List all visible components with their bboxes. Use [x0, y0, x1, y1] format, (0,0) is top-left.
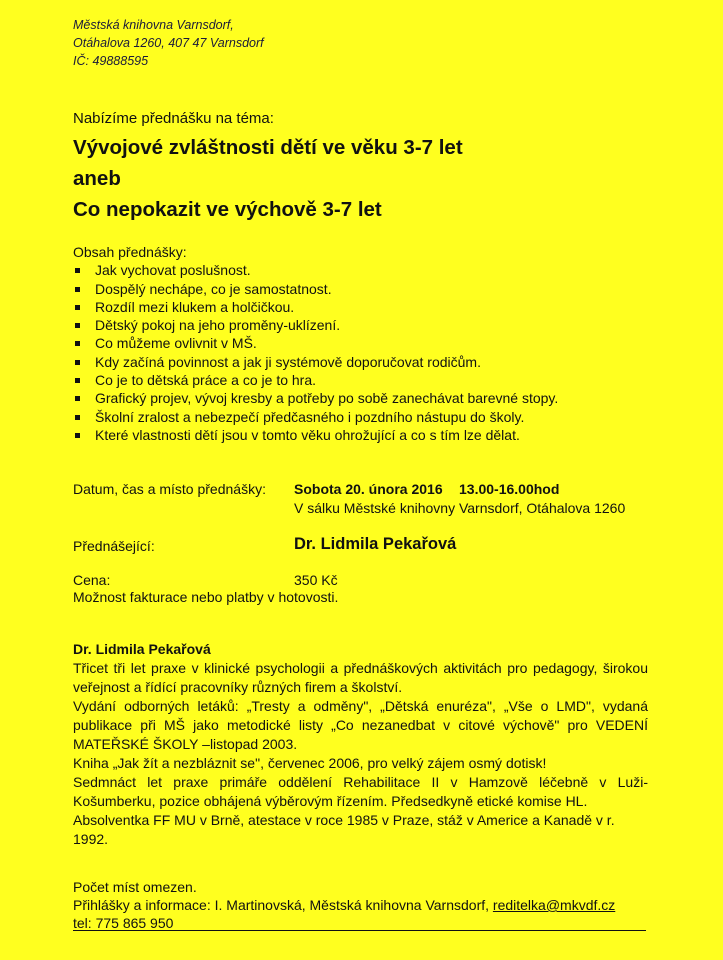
registration-line	[73, 896, 615, 914]
datetime-label: Datum, čas a místo přednášky:	[73, 481, 266, 497]
title-line-2: aneb	[73, 167, 121, 190]
bio-paragraph: Vydání odborných letáků: „Tresty a odměny", „Dětská enuréza", „Vše o LMD", vydaná publikace při MŠ jako metodické listy „Co nezanedbat v citové výchově" pro VEDENÍ MATEŘSKÉ ŠKOLY –listopad 2003.	[73, 698, 648, 752]
list-item: Grafický projev, vývoj kresby a potřeby po sobě zanechávat barevné stopy.	[73, 389, 558, 407]
limited-seats-note: Počet míst omezen.	[73, 879, 197, 895]
lecture-venue: V sálku Městské knihovny Varnsdorf, Otáhalova 1260	[294, 500, 626, 516]
library-address: Otáhalova 1260, 407 47 Varnsdorf	[73, 36, 264, 50]
bio-paragraph: Absolventka FF MU v Brně, atestace v roce 1985 v Praze, stáž v Americe a Kanadě v r. 1992.	[73, 812, 615, 847]
list-item: Dětský pokoj na jeho proměny-uklízení.	[73, 316, 558, 334]
bio-paragraph: Kniha „Jak žít a nezbláznit se", červenec 2006, pro velký zájem osmý dotisk!	[73, 755, 547, 771]
lecture-title	[73, 132, 463, 225]
list-item: Které vlastnosti dětí jsou v tomto věku ohrožující a co s tím lze dělat.	[73, 426, 558, 444]
bottom-divider	[73, 930, 646, 931]
intro-text: Nabízíme přednášku na téma:	[73, 110, 274, 127]
library-header	[73, 16, 264, 70]
list-item: Co je to dětská práce a co je to hra.	[73, 371, 558, 389]
title-line-1: Vývojové zvláštnosti dětí ve věku 3-7 let	[73, 136, 463, 159]
contents-heading: Obsah přednášky:	[73, 244, 187, 260]
title-line-3: Co nepokazit ve výchově 3-7 let	[73, 198, 382, 221]
price-label: Cena:	[73, 572, 111, 588]
list-item: Co můžeme ovlivnit v MŠ.	[73, 334, 558, 352]
lecture-time: 13.00-16.00hod	[459, 481, 560, 497]
list-item: Školní zralost a nebezpečí předčasného i pozdního nástupu do školy.	[73, 408, 558, 426]
lecture-date: Sobota 20. února 2016	[294, 481, 443, 497]
library-name: Městská knihovna Varnsdorf,	[73, 18, 234, 32]
library-ic: IČ: 49888595	[73, 54, 149, 68]
contents-list	[73, 261, 558, 444]
registration-footer	[73, 878, 615, 932]
list-item: Rozdíl mezi klukem a holčičkou.	[73, 298, 558, 316]
lecturer-bio	[73, 640, 648, 849]
registration-text: Přihlášky a informace: I. Martinovská, Městská knihovna Varnsdorf,	[73, 897, 493, 913]
payment-note: Možnost fakturace nebo platby v hotovosti.	[73, 589, 339, 605]
email-link[interactable]: reditelka@mkvdf.cz	[492, 897, 616, 913]
list-item: Dospělý nechápe, co je samostatnost.	[73, 280, 558, 298]
bio-paragraph: Třicet tři let praxe v klinické psychologii a přednáškových aktivitách pro pedagogy, širokou veřejnost a řídící pracovníky různých firem a školství.	[73, 660, 648, 695]
lecturer-label: Přednášející:	[73, 538, 155, 554]
bio-paragraph: Sedmnáct let praxe primáře oddělení Rehabilitace II v Hamzově léčebně v Luži-Košumberku, pozice obhájená výběrovým řízením. Předsedkyně etické komise HL.	[73, 774, 648, 809]
phone-number: tel: 775 865 950	[73, 915, 174, 931]
bio-name: Dr. Lidmila Pekařová	[73, 641, 211, 657]
list-item: Jak vychovat poslušnost.	[73, 261, 558, 279]
price-value: 350 Kč	[294, 572, 338, 588]
list-item: Kdy začíná povinnost a jak ji systémově doporučovat rodičům.	[73, 353, 558, 371]
lecturer-name: Dr. Lidmila Pekařová	[294, 535, 457, 553]
lecture-contents	[73, 243, 558, 444]
